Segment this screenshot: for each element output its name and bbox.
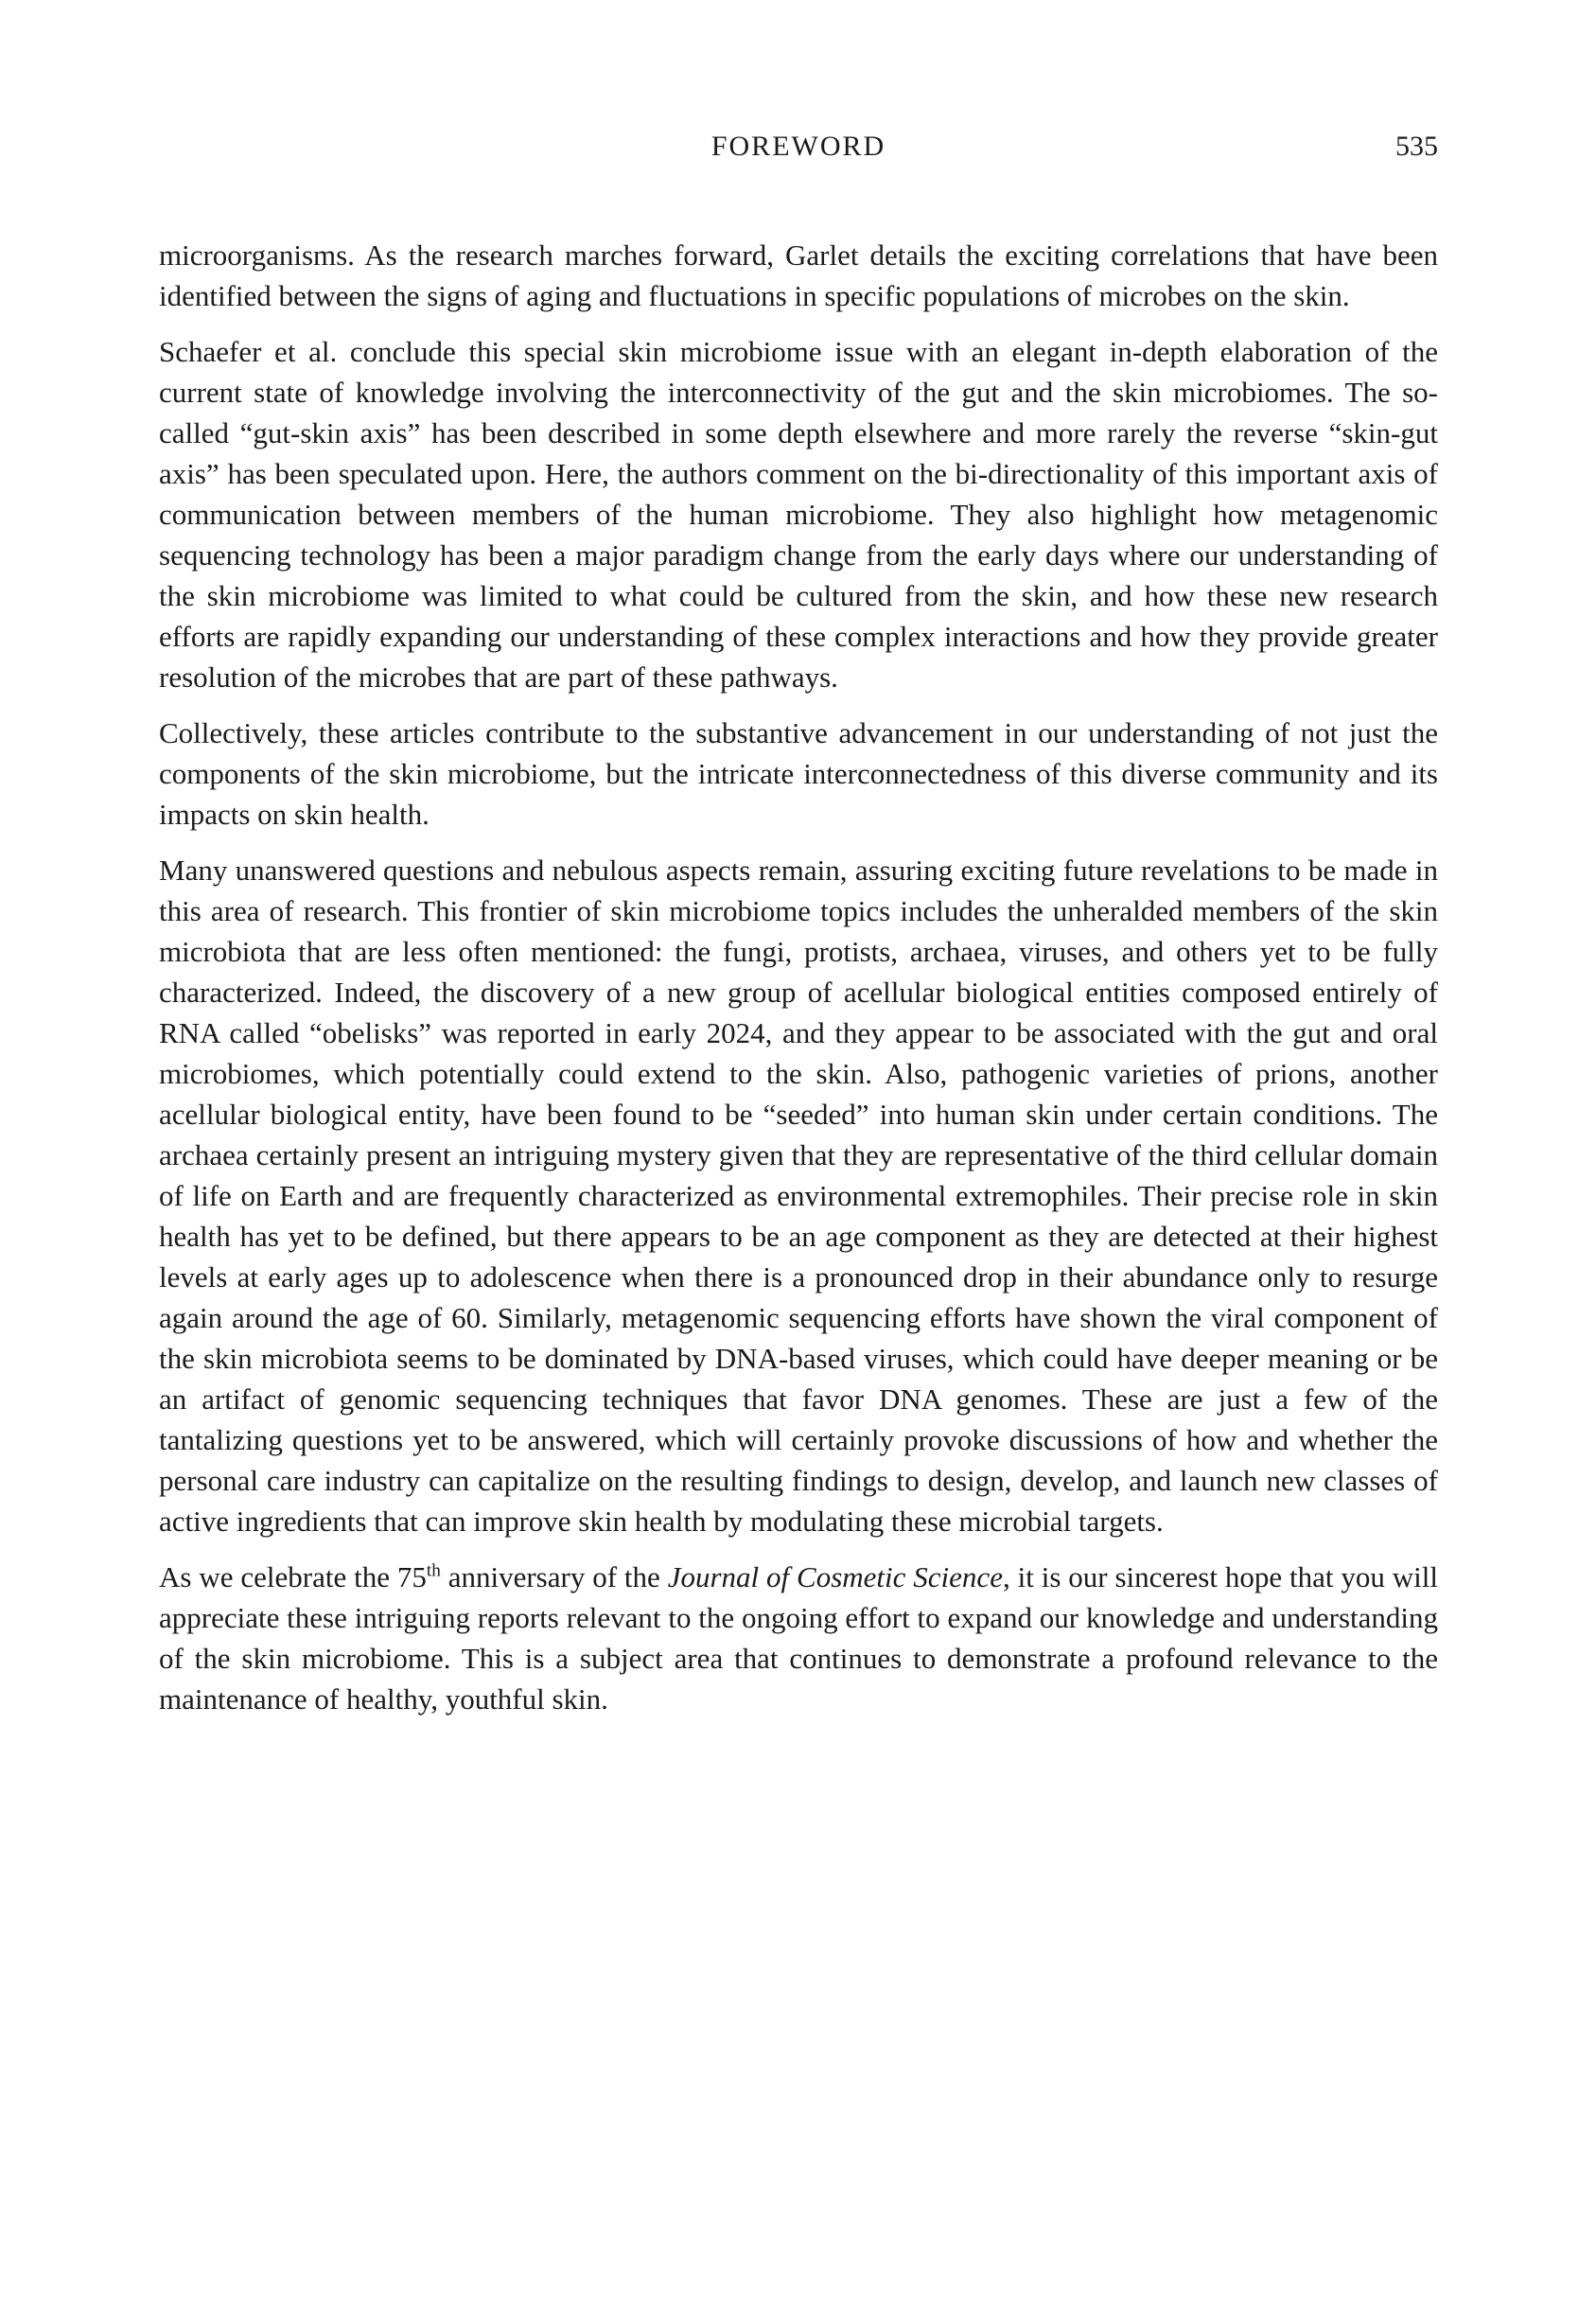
text-segment: anniversary of the xyxy=(440,1560,668,1593)
text-segment: As we celebrate the 75 xyxy=(159,1560,427,1593)
text-segment: th xyxy=(426,1560,441,1581)
text-segment: Many unanswered questions and nebulous aspects remain, assuring exciting future revelations to be made in this area of research. This frontier of skin microbiome topics includes the unheralded members of the skin microbiota that are less often mentioned: the fungi, protists, archaea, viruses, and others yet to be fully characterized. Indeed, the discovery of a new group of acellular biological entities composed entirely of RNA called “obelisks” was reported in early 2024, and they appear to be associated with the gut and oral microbiomes, which potentially could extend to the skin. Also, pathogenic varieties of prions, another acellular biological entity, have been found to be “seeded” into human skin under certain conditions. The archaea certainly present an intriguing mystery given that they are representative of the third cellular domain of life on Earth and are frequently characterized as environmental extremophiles. Their precise role in skin health has yet to be defined, but there appears to be an age component as they are detected at their highest levels at early ages up to adolescence when there is a pronounced drop in their abundance only to resurge again around the age of 60. Similarly, metagenomic sequencing efforts have shown the viral component of the skin microbiota seems to be dominated by DNA-based viruses, which could have deeper meaning or be an artifact of genomic sequencing techniques that favor DNA genomes. These are just a few of the tantalizing questions yet to be answered, which will certainly provoke discussions of how and whether the personal care industry can capitalize on the resulting findings to design, develop, and launch new classes of active ingredients that can improve skin health by modulating these microbial targets. xyxy=(159,854,1438,1538)
paragraph xyxy=(159,850,1438,1541)
text-segment: microorganisms. As the research marches forward, Garlet details the exciting correlations that have been identified between the signs of aging and fluctuations in specific populations of microbes on the skin. xyxy=(159,238,1438,312)
text-segment: Schaefer et al. conclude this special skin microbiome issue with an elegant in-depth elaboration of the current state of knowledge involving the interconnectivity of the gut and the skin microbiomes. The so-called “gut-skin axis” has been described in some depth elsewhere and more rarely the reverse “skin-gut axis” has been speculated upon. Here, the authors comment on the bi-directionality of this important axis of communication between members of the human microbiome. They also highlight how metagenomic sequencing technology has been a major paradigm change from the early days where our understanding of the skin microbiome was limited to what could be cultured from the skin, and how these new research efforts are rapidly expanding our understanding of these complex interactions and how they provide greater resolution of the microbes that are part of these pathways. xyxy=(159,335,1438,694)
text-segment: , it is our sincerest hope that you will appreciate these intriguing reports relevant to the ongoing effort to expand our knowledge and understanding of the skin microbiome. This is a subject area that continues to demonstrate a profound relevance to the maintenance of healthy, youthful skin. xyxy=(159,1560,1438,1716)
paragraph xyxy=(159,713,1438,835)
paragraph xyxy=(159,331,1438,697)
page-title: FOREWORD xyxy=(710,131,886,162)
page-number: 535 xyxy=(1395,131,1438,162)
page-header xyxy=(159,131,1438,163)
journal-title-italic: Journal of Cosmetic Science xyxy=(667,1560,1003,1593)
paragraph xyxy=(159,235,1438,316)
paragraph xyxy=(159,1557,1438,1719)
document-body xyxy=(159,235,1438,1719)
text-segment: Collectively, these articles contribute to the substantive advancement in our understanding of not just the components of the skin microbiome, but the intricate interconnectedness of this diverse community and its impacts on skin health. xyxy=(159,716,1438,831)
